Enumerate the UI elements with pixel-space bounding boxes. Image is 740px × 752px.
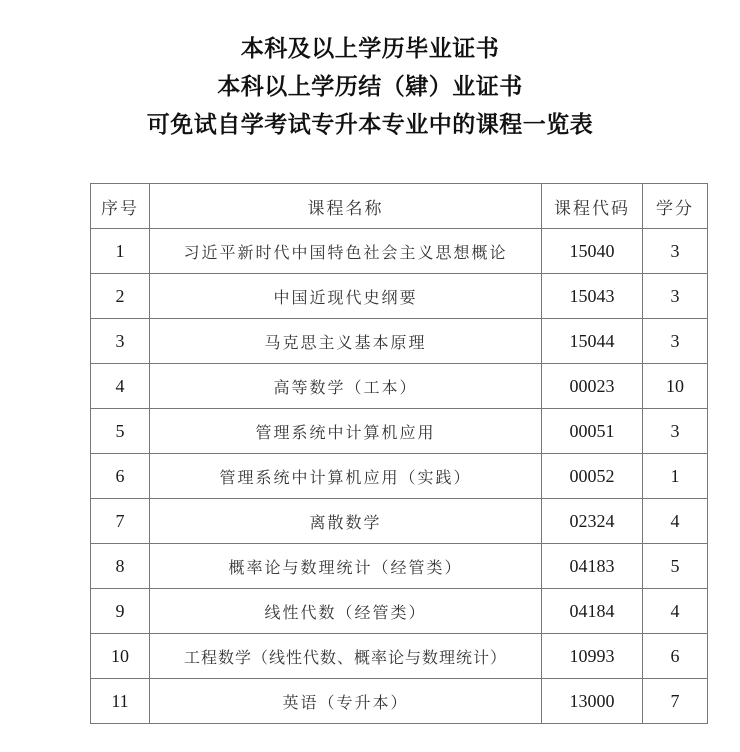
title-line-3: 可免试自学考试专升本专业中的课程一览表 xyxy=(146,111,594,138)
table-row xyxy=(91,589,708,634)
table-row xyxy=(91,499,708,544)
course-name: 英语（专升本） xyxy=(150,679,542,724)
header-serial-number: 序号 xyxy=(91,184,150,229)
course-credit: 3 xyxy=(643,274,708,319)
course-credit: 4 xyxy=(643,589,708,634)
course-name: 线性代数（经管类） xyxy=(150,589,542,634)
course-name: 马克思主义基本原理 xyxy=(150,319,542,364)
course-code: 15040 xyxy=(542,229,643,274)
table-row xyxy=(91,679,708,724)
row-number: 3 xyxy=(91,319,150,364)
header-course-code: 课程代码 xyxy=(542,184,643,229)
course-name: 概率论与数理统计（经管类） xyxy=(150,544,542,589)
row-number: 11 xyxy=(91,679,150,724)
course-credit: 7 xyxy=(643,679,708,724)
course-credit: 10 xyxy=(643,364,708,409)
course-code: 04183 xyxy=(542,544,643,589)
title-line-1: 本科及以上学历毕业证书 xyxy=(240,35,500,62)
row-number: 2 xyxy=(91,274,150,319)
table-row xyxy=(91,274,708,319)
row-number: 9 xyxy=(91,589,150,634)
table-row xyxy=(91,454,708,499)
row-number: 5 xyxy=(91,409,150,454)
course-table xyxy=(90,183,708,724)
row-number: 7 xyxy=(91,499,150,544)
row-number: 8 xyxy=(91,544,150,589)
course-credit: 1 xyxy=(643,454,708,499)
row-number: 1 xyxy=(91,229,150,274)
course-code: 00052 xyxy=(542,454,643,499)
table-row xyxy=(91,409,708,454)
course-name: 高等数学（工本） xyxy=(150,364,542,409)
course-credit: 5 xyxy=(643,544,708,589)
course-code: 15044 xyxy=(542,319,643,364)
course-credit: 3 xyxy=(643,229,708,274)
course-credit: 6 xyxy=(643,634,708,679)
course-name: 习近平新时代中国特色社会主义思想概论 xyxy=(150,229,542,274)
course-code: 00023 xyxy=(542,364,643,409)
course-name: 管理系统中计算机应用 xyxy=(150,409,542,454)
document-title xyxy=(0,30,740,144)
course-name: 中国近现代史纲要 xyxy=(150,274,542,319)
row-number: 10 xyxy=(91,634,150,679)
course-credit: 3 xyxy=(643,319,708,364)
course-credit: 4 xyxy=(643,499,708,544)
course-credit: 3 xyxy=(643,409,708,454)
table-row xyxy=(91,229,708,274)
header-credits: 学分 xyxy=(643,184,708,229)
course-name: 离散数学 xyxy=(150,499,542,544)
course-code: 15043 xyxy=(542,274,643,319)
table-row xyxy=(91,319,708,364)
header-course-name: 课程名称 xyxy=(150,184,542,229)
course-code: 04184 xyxy=(542,589,643,634)
course-code: 00051 xyxy=(542,409,643,454)
row-number: 4 xyxy=(91,364,150,409)
title-line-2: 本科以上学历结（肄）业证书 xyxy=(217,73,523,100)
table-row xyxy=(91,364,708,409)
table-row xyxy=(91,634,708,679)
course-name: 工程数学（线性代数、概率论与数理统计） xyxy=(150,634,542,679)
row-number: 6 xyxy=(91,454,150,499)
course-code: 02324 xyxy=(542,499,643,544)
table-header-row xyxy=(91,184,708,229)
course-code: 13000 xyxy=(542,679,643,724)
course-code: 10993 xyxy=(542,634,643,679)
course-name: 管理系统中计算机应用（实践） xyxy=(150,454,542,499)
table-row xyxy=(91,544,708,589)
